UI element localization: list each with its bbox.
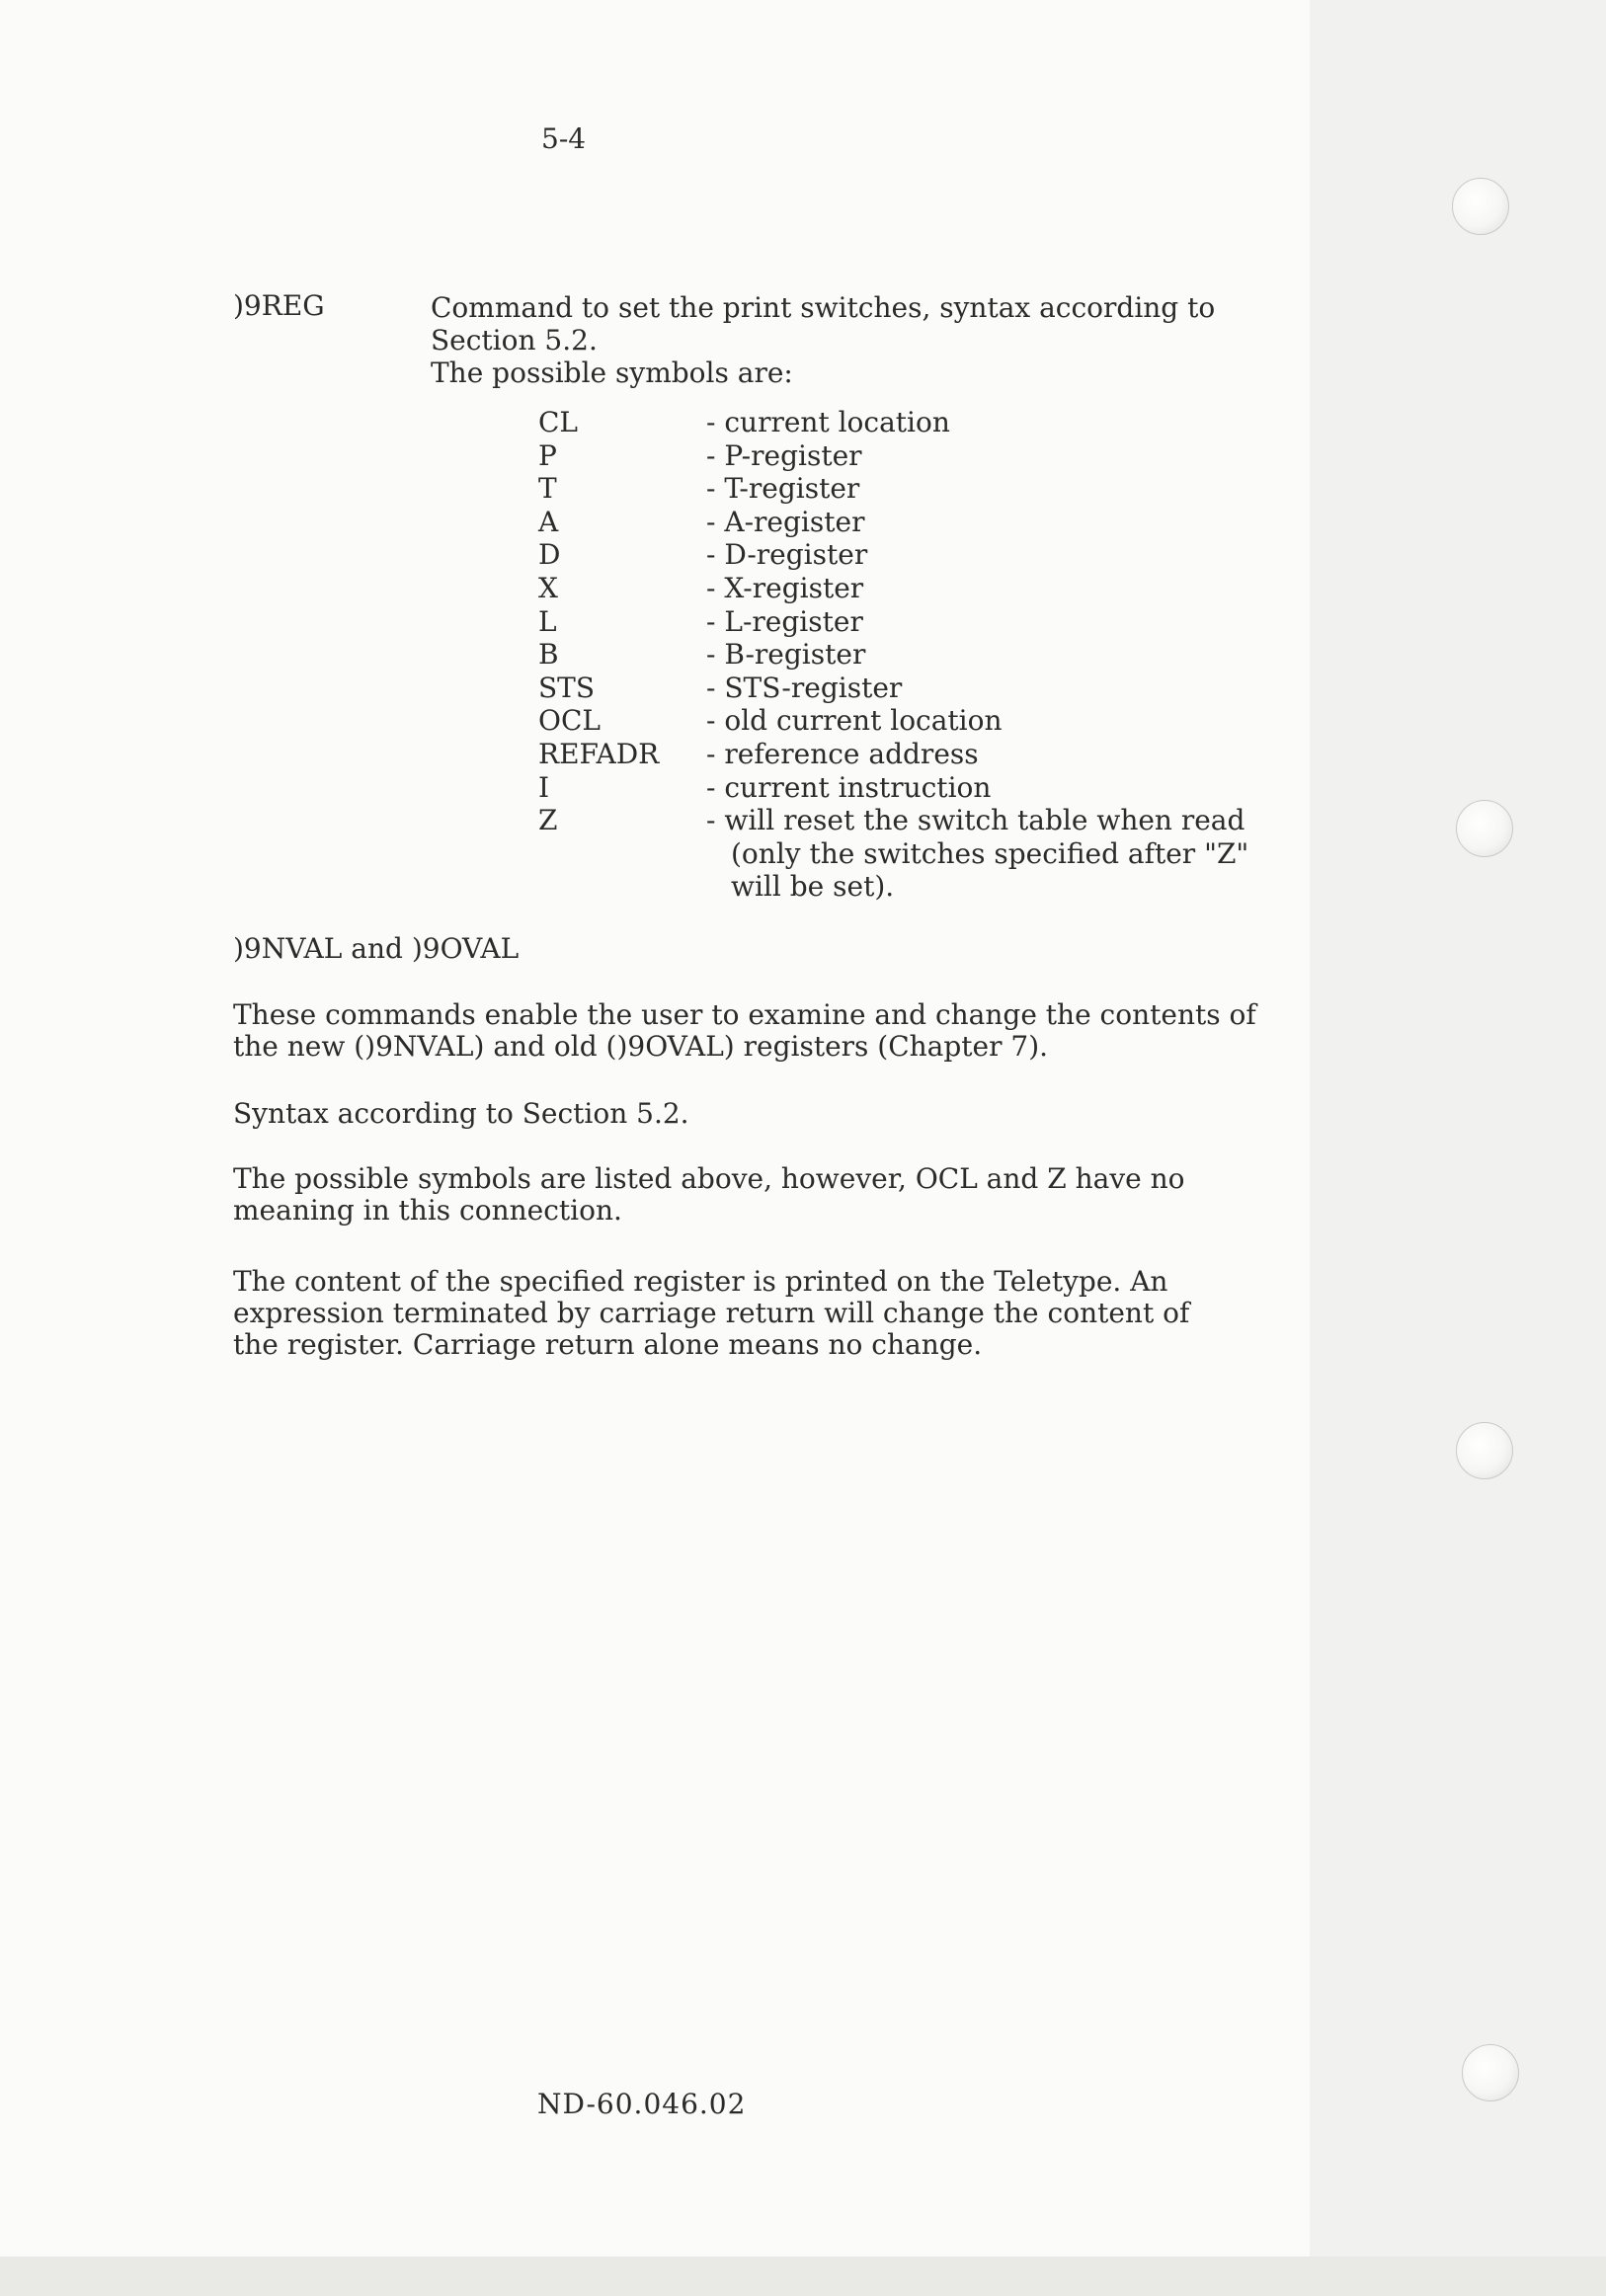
command-label-9reg: )9REG [233,289,325,322]
bottom-edge-strip [0,2256,1606,2296]
symbol-row [538,804,1248,837]
paragraph [233,1163,1280,1227]
binder-hole-2 [1456,800,1513,857]
symbol-description: - A-register [706,505,865,538]
paragraph [233,1098,1280,1130]
symbol-description-continuation: will be set). [731,870,895,904]
description-line: Section 5.2. [431,324,598,356]
symbol-code: L [538,604,557,638]
symbol-row [538,439,1248,473]
symbol-row [538,638,1248,672]
symbol-code: REFADR [538,737,660,770]
symbol-row [538,538,1248,572]
symbol-row [538,506,1248,539]
symbol-description: - D-register [706,538,868,572]
symbol-description: - X-register [706,571,864,604]
description-line: Command to set the print switches, syntax according to [431,291,1216,324]
symbol-row [538,472,1248,506]
section-heading-nval-oval: )9NVAL and )9OVAL [233,932,520,965]
symbol-code: OCL [538,704,601,738]
symbol-row-continuation [538,870,1248,904]
symbol-row [538,771,1248,805]
symbol-description: - L-register [706,604,863,638]
paragraph [233,1266,1280,1361]
binder-hole-3 [1456,1422,1513,1479]
symbol-table [538,406,1248,904]
symbol-code: Z [538,804,558,837]
paragraph [233,999,1280,1063]
symbol-row [538,572,1248,605]
paragraph-line: The content of the specified register is printed on the Teletype. An [233,1265,1168,1298]
symbol-code: T [538,472,557,506]
symbol-description-continuation: (only the switches specified after "Z" [731,836,1249,870]
symbol-description: - B-register [706,638,866,672]
symbol-description: - T-register [706,472,860,506]
paragraph-line: expression terminated by carriage return will change the content of [233,1297,1190,1329]
binder-hole-4 [1462,2044,1519,2101]
symbol-description: - will reset the switch table when read [706,804,1245,837]
symbol-description: - old current location [706,704,1003,738]
paragraph-line: Syntax according to Section 5.2. [233,1097,689,1130]
symbol-description: - current instruction [706,770,992,804]
symbol-row [538,406,1248,439]
symbol-description: - STS-register [706,671,903,704]
symbol-description: - reference address [706,737,979,770]
symbol-description: - current location [706,406,950,438]
paragraph-line: The possible symbols are listed above, however, OCL and Z have no [233,1162,1185,1195]
symbol-code: CL [538,406,579,438]
document-footer-id: ND-60.046.02 [537,2088,747,2120]
symbol-code: D [538,538,561,572]
page-margin-strip [1310,0,1606,2296]
symbol-code: A [538,505,559,538]
description-line: The possible symbols are: [431,356,793,389]
symbol-row [538,672,1248,705]
command-description [431,291,1280,389]
symbol-row [538,738,1248,771]
paragraph-line: meaning in this connection. [233,1194,622,1227]
symbol-row [538,704,1248,738]
page-number: 5-4 [541,122,587,155]
symbol-description: - P-register [706,438,862,472]
binder-hole-1 [1452,178,1509,235]
paragraph-line: the new ()9NVAL) and old ()9OVAL) registers (Chapter 7). [233,1030,1049,1063]
symbol-code: X [538,571,558,604]
symbol-code: P [538,438,557,472]
symbol-row-continuation [538,837,1248,871]
symbol-row [538,605,1248,639]
paragraph-line: the register. Carriage return alone means no change. [233,1328,983,1361]
symbol-code: B [538,638,559,672]
symbol-code: STS [538,671,596,704]
symbol-code: I [538,770,550,804]
paragraph-line: These commands enable the user to examine and change the contents of [233,998,1256,1031]
